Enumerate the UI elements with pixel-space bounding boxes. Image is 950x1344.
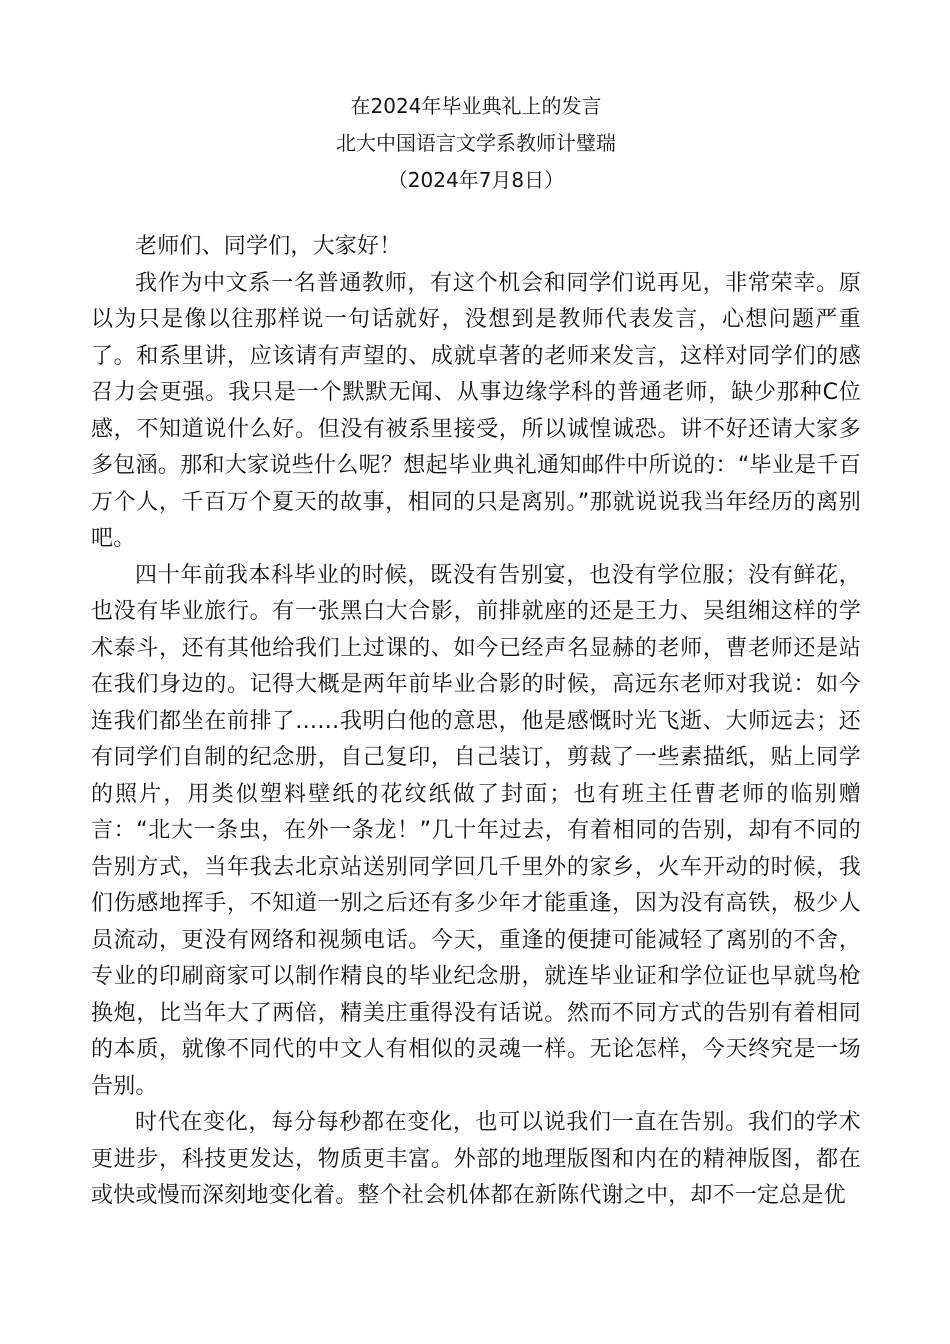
speech-header bbox=[91, 88, 861, 199]
document-page bbox=[91, 88, 861, 1215]
speaker-line: 北大中国语言文学系教师计璧瑞 bbox=[336, 131, 616, 155]
paragraph-times-changing: 时代在变化，每分每秒都在变化，也可以说我们一直在告别。我们的学术更进步，科技更发达，物质更丰富。外部的地理版图和内在的精神版图，都在或快或慢而深刻地变化着。整个社会机体都在新陈代谢之中，却不一定总是优 bbox=[91, 1110, 861, 1208]
paragraph-greeting: 老师们、同学们，大家好！ bbox=[135, 234, 402, 259]
paragraph-memories: 四十年前我本科毕业的时候，既没有告别宴，也没有学位服；没有鲜花，也没有毕业旅行。有一张黑白大合影，前排就座的还是王力、吴组缃这样的学术泰斗，还有其他给我们上过课的、如今已经声名显赫的老师，曹老师还是站在我们身边的。记得大概是两年前毕业合影的时候，高远东老师对我说：如今连我们都坐在前排了……我明白他的意思，他是感慨时光飞逝、大师远去；还有同学们自制的纪念册，自己复印，自己装订，剪裁了一些素描纸，贴上同学的照片，用类似塑料壁纸的花纹纸做了封面；也有班主任曹老师的临别赠言：“北大一条虫，在外一条龙！”几十年过去，有着相同的告别，却有不同的告别方式，当年我去北京站送别同学回几千里外的家乡，火车开动的时候，我们伤感地挥手，不知道一别之后还有多少年才能重逢，因为没有高铁，极少人员流动，更没有网络和视频电话。今天，重逢的便捷可能减轻了离别的不舍，专业的印刷商家可以制作精良的毕业纪念册，就连毕业证和学位证也早就鸟枪换炮，比当年大了两倍，精美庄重得没有话说。然而不同方式的告别有着相同的本质，就像不同代的中文人有相似的灵魂一样。无论怎样，今天终究是一场告别。 bbox=[91, 562, 861, 1099]
paragraph-opening: 我作为中文系一名普通教师，有这个机会和同学们说再见，非常荣幸。原以为只是像以往那样说一句话就好，没想到是教师代表发言，心想问题严重了。和系里讲，应该请有声望的、成就卓著的老师来发言，这样对同学们的感召力会更强。我只是一个默默无闻、从事边缘学科的普通老师，缺少那种C位感，不知道说什么好。但没有被系里接受，所以诚惶诚恐。讲不好还请大家多多包涵。那和大家说些什么呢？想起毕业典礼通知邮件中所说的：“毕业是千百万个人，千百万个夏天的故事，相同的只是离别。”那就说说我当年经历的离别吧。 bbox=[91, 270, 861, 551]
speech-title: 在2024年毕业典礼上的发言 bbox=[350, 94, 602, 118]
speech-body bbox=[91, 229, 861, 1215]
speech-date: （2024年7月8日） bbox=[387, 168, 565, 192]
